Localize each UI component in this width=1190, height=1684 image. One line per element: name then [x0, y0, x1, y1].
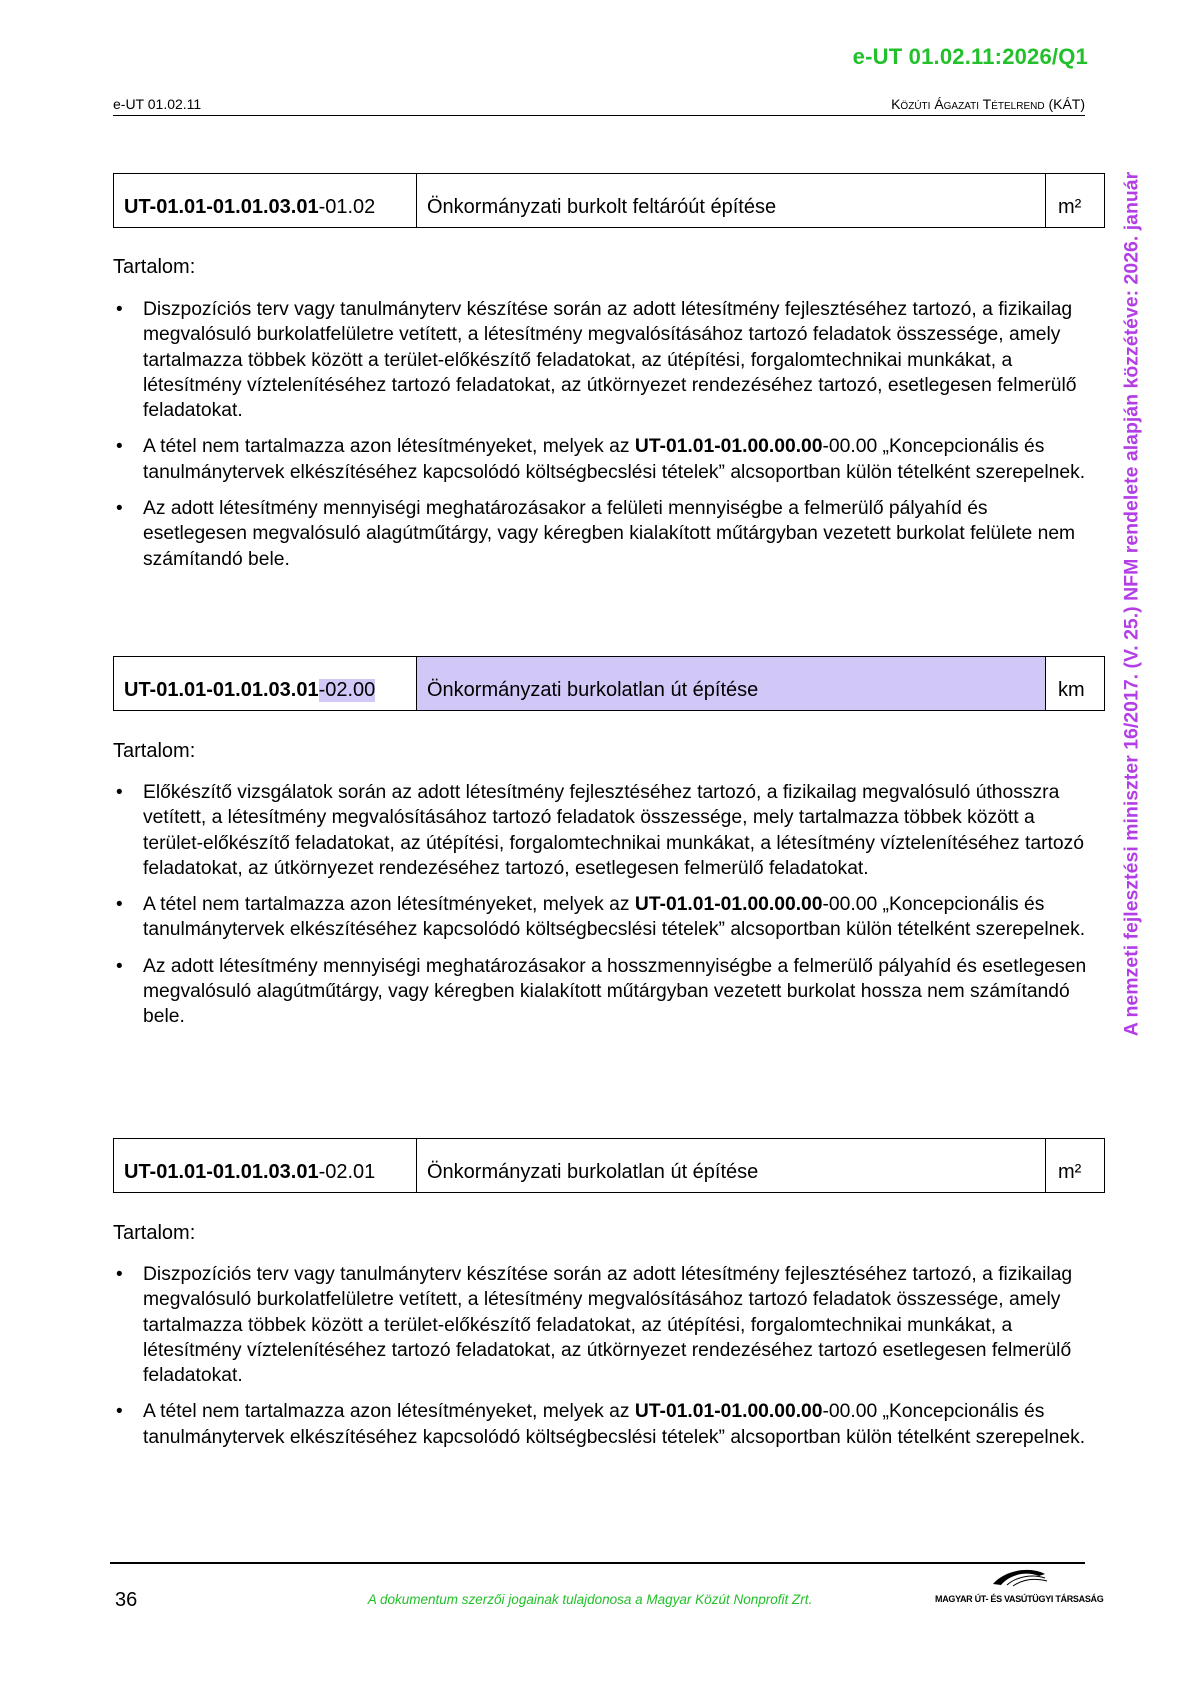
side-publication-note: A nemzeti fejlesztési miniszter 16/2017. (V. 25.) NFM rendelete alapján közzétéve: 2026. január	[1120, 171, 1143, 1037]
logo-text: MAGYAR ÚT- ÉS VASÚTÜGYI TÁRSASÁG	[935, 1594, 1104, 1604]
header-doc-id: e-UT 01.02.11	[113, 96, 202, 112]
item-header-table	[113, 173, 1105, 228]
item-name: Önkormányzati burkolatlan út építése	[417, 1139, 1046, 1192]
content-bullet-list	[113, 780, 1088, 1041]
header-title: Közúti Ágazati Tételrend (KÁT)	[891, 96, 1085, 112]
item-code: UT-01.01-01.01.03.01 -01.02	[114, 174, 417, 227]
document-code: e-UT 01.02.11:2026/Q1	[852, 44, 1088, 69]
item-unit: km	[1058, 679, 1085, 701]
content-label: Tartalom:	[113, 740, 196, 762]
content-bullet-list	[113, 297, 1088, 583]
item-code: UT-01.01-01.01.03.01 -02.00	[114, 657, 417, 710]
item-header-table	[113, 656, 1105, 711]
society-logo	[935, 1568, 1104, 1608]
list-item: • Diszpozíciós terv vagy tanulmányterv készítése során az adott létesítmény fejlesztéséhez tartozó, a fizikailag megvalósuló burkolatfelületre vetített, a létesítmény megvalósításához tartozó feladatok összessége, amely tartalmazza többek között a terület-előkészítő feladatokat, az útépítési, forgalomtechnikai munkákat, a létesítmény víztelenítéséhez tartozó feladatokat, az útkörnyezet rendezéséhez tartozó esetlegesen felmerülő feladatokat.	[113, 1262, 1088, 1388]
list-item: • A tétel nem tartalmazza azon létesítményeket, melyek az UT-01.01-01.00.00.00-00.00 „Koncepcionális és tanulmánytervek elkészítéséhez kapcsolódó költségbecslési tételek” alcsoportban külön tételként szerepelnek.	[113, 892, 1088, 943]
item-name: Önkormányzati burkolt feltáróút építése	[417, 174, 1046, 227]
item-unit: m²	[1058, 1161, 1082, 1183]
content-label: Tartalom:	[113, 256, 196, 278]
item-code: UT-01.01-01.01.03.01 -02.01	[114, 1139, 417, 1192]
list-item: • Diszpozíciós terv vagy tanulmányterv készítése során az adott létesítmény fejlesztéséhez tartozó, a fizikailag megvalósuló burkolatfelületre vetített, a létesítmény megvalósításához tartozó feladatok összessége, amely tartalmazza többek között a terület-előkészítő feladatokat, az útépítési, forgalomtechnikai munkákat, a létesítmény víztelenítéséhez tartozó feladatokat, az útkörnyezet rendezéséhez tartozó, esetlegesen felmerülő feladatokat.	[113, 297, 1088, 423]
content-bullet-list	[113, 1262, 1088, 1461]
copyright-notice: A dokumentum szerzői jogainak tulajdonosa a Magyar Közút Nonprofit Zrt.	[367, 1592, 813, 1607]
list-item: • A tétel nem tartalmazza azon létesítményeket, melyek az UT-01.01-01.00.00.00-00.00 „Koncepcionális és tanulmánytervek elkészítéséhez kapcsolódó költségbecslési tételek” alcsoportban külön tételként szerepelnek.	[113, 434, 1088, 485]
item-name: Önkormányzati burkolatlan út építése	[417, 657, 1046, 710]
list-item: • Előkészítő vizsgálatok során az adott létesítmény fejlesztéséhez tartozó, a fizikailag megvalósuló úthosszra vetített, a létesítmény megvalósításához tartozó feladatok összessége, mely tartalmazza többek között a terület-előkészítő feladatokat, az útépítési, forgalomtechnikai munkákat, a létesítmény víztelenítéséhez tartozó feladatokat, az útkörnyezet rendezéséhez tartozó, esetlegesen felmerülő feladatokat.	[113, 780, 1088, 881]
list-item: • A tétel nem tartalmazza azon létesítményeket, melyek az UT-01.01-01.00.00.00-00.00 „Koncepcionális és tanulmánytervek elkészítéséhez kapcsolódó költségbecslési tételek” alcsoportban külön tételként szerepelnek.	[113, 1399, 1088, 1450]
list-item: • Az adott létesítmény mennyiségi meghatározásakor a felületi mennyiségbe a felmerülő pályahíd és esetlegesen megvalósuló alagútműtárgy, vagy kéregben kialakított műtárgyban vezetett burkolat felülete nem számítandó bele.	[113, 496, 1088, 572]
header-divider	[113, 115, 1085, 116]
page-number: 36	[115, 1589, 138, 1611]
item-header-table	[113, 1138, 1105, 1193]
highlighted-code-suffix: -02.00	[318, 679, 376, 701]
content-label: Tartalom:	[113, 1222, 196, 1244]
list-item: • Az adott létesítmény mennyiségi meghatározásakor a hosszmennyiségbe a felmerülő pályahíd és esetlegesen megvalósuló alagútműtárgy, vagy kéregben kialakított műtárgyban vezetett burkolat hossza nem számítandó bele.	[113, 954, 1088, 1030]
footer-divider	[110, 1562, 1085, 1564]
item-unit: m²	[1058, 196, 1082, 218]
